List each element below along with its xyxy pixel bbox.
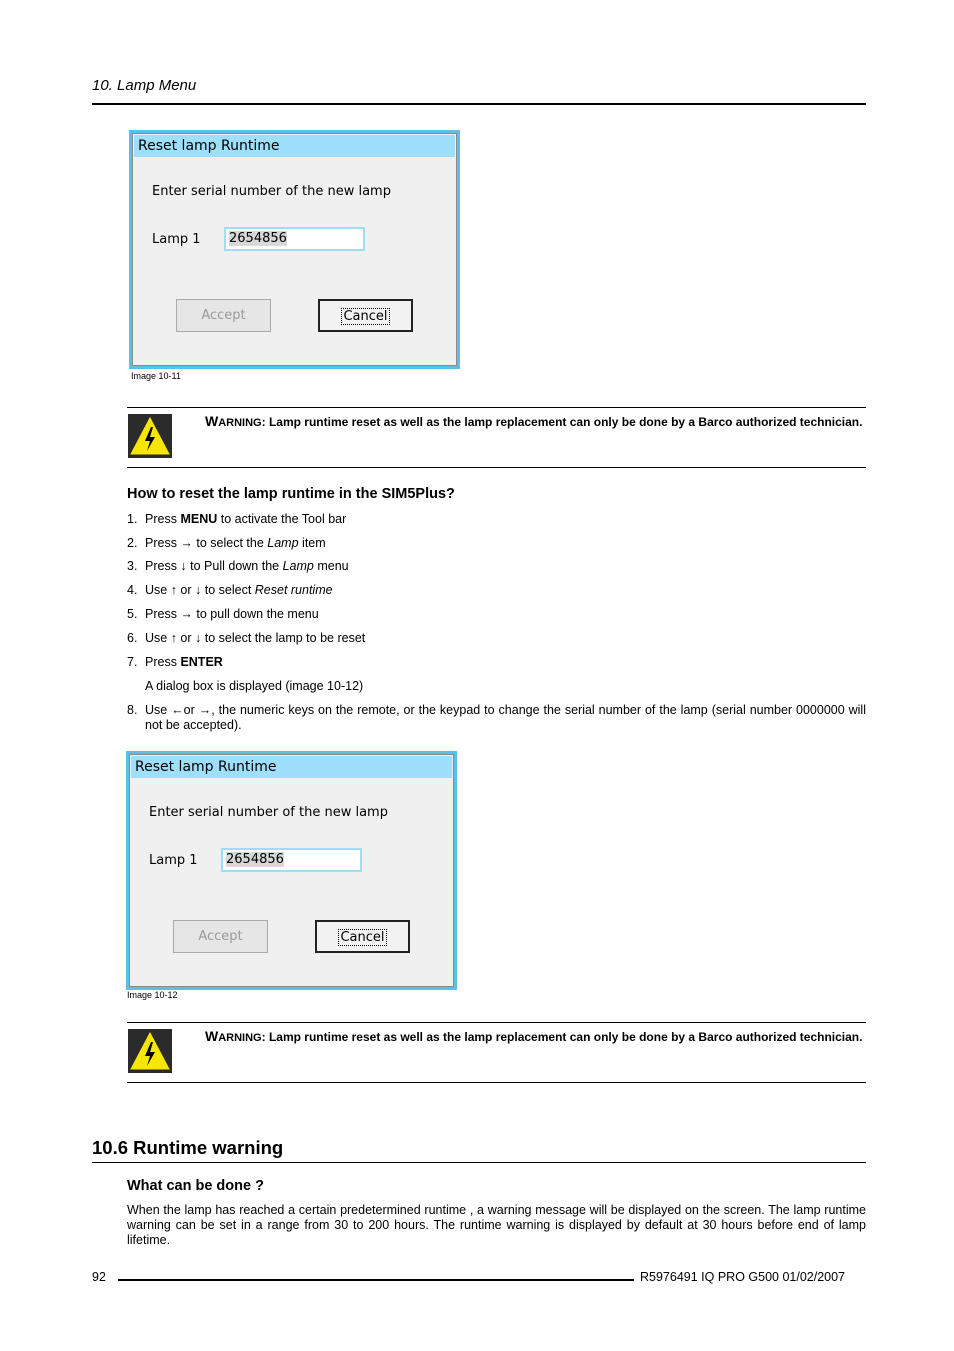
dialog-screenshot-2 — [126, 751, 457, 990]
footer-doc-info: R5976491 IQ PRO G500 01/02/2007 — [640, 1270, 846, 1284]
serial-number-field[interactable] — [221, 848, 362, 872]
section-rule — [92, 1162, 866, 1163]
dialog-screenshot-1 — [129, 130, 460, 369]
dialog-title: Reset lamp Runtime — [131, 756, 452, 778]
lamp-label: Lamp 1 — [149, 853, 198, 868]
cancel-button-label: Cancel — [340, 930, 385, 945]
accept-button[interactable]: Accept — [173, 920, 268, 953]
warning-rule-bottom — [127, 1082, 866, 1083]
warning-message: Lamp runtime reset as well as the lamp replacement can only be done by a Barco authorized technician. — [268, 415, 863, 429]
accept-button[interactable]: Accept — [176, 299, 271, 332]
dialog-prompt: Enter serial number of the new lamp — [149, 805, 388, 820]
warning-label-colon: : — [261, 415, 266, 429]
warning-lightning-icon — [128, 414, 172, 458]
warning-label-rest: ARNING — [218, 417, 262, 429]
section-subtitle: What can be done ? — [127, 1178, 264, 1194]
image-caption-2: Image 10-12 — [127, 990, 178, 1000]
serial-number-field[interactable] — [224, 227, 365, 251]
warning-label-rest: ARNING — [218, 1032, 262, 1044]
warning-rule-bottom — [127, 467, 866, 468]
cancel-button[interactable] — [318, 299, 413, 332]
serial-number-value: 2654856 — [229, 231, 287, 246]
warning-label-colon: : — [261, 1030, 266, 1044]
warning-text — [205, 414, 866, 431]
header-rule — [92, 103, 866, 105]
image-caption-1: Image 10-11 — [131, 371, 181, 381]
cancel-button-label: Cancel — [343, 309, 388, 324]
serial-number-value: 2654856 — [226, 852, 284, 867]
warning-lightning-icon — [128, 1029, 172, 1073]
dialog-title: Reset lamp Runtime — [134, 135, 455, 157]
page-number: 92 — [92, 1270, 106, 1284]
section-title: 10.6 Runtime warning — [92, 1137, 284, 1158]
warning-rule-top — [127, 407, 866, 408]
chapter-header: 10. Lamp Menu — [92, 77, 197, 94]
warning-text — [205, 1029, 866, 1046]
warning-message: Lamp runtime reset as well as the lamp replacement can only be done by a Barco authorized technician. — [268, 1030, 863, 1044]
warning-label-initial: W — [205, 413, 219, 429]
howto-title: How to reset the lamp runtime in the SIM5Plus? — [127, 486, 455, 502]
section-body: When the lamp has reached a certain predetermined runtime , a warning message will be displayed on the screen. The lamp runtime warning can be set in a range from 30 to 200 hours. The runtime warning is displayed by default at 30 hours before end of lamp lifetime. — [127, 1203, 866, 1247]
warning-label-initial: W — [205, 1028, 219, 1044]
cancel-button[interactable] — [315, 920, 410, 953]
lamp-label: Lamp 1 — [152, 232, 201, 247]
footer-rule — [118, 1279, 634, 1281]
dialog-prompt: Enter serial number of the new lamp — [152, 184, 391, 199]
warning-rule-top — [127, 1022, 866, 1023]
